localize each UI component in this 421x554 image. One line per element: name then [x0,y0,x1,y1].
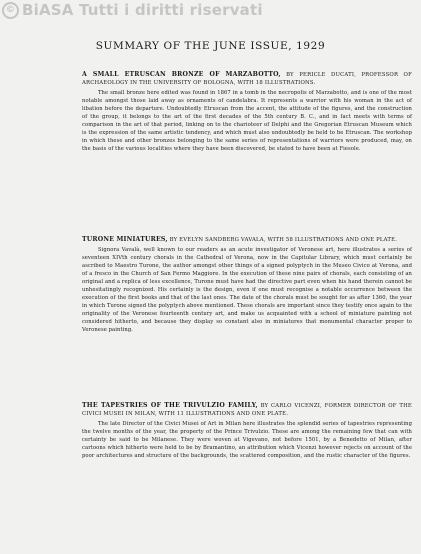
article-title: A SMALL ETRUSCAN BRONZE OF MARZABOTTO, [82,71,281,78]
article-title: THE TAPESTRIES OF THE TRIVULZIO FAMILY, [82,402,258,409]
article-body: The small bronze here edited was found in 1867 in a tomb in the necropolis of Marzabotto, and is one of the most notable amongst those laid away as ornaments of candelabra. It represents a warrior with his woman in the act of libation before the departure. Undoubtedly Etruscan from the accent, the attitude of the figures, and the construction of the group, it belongs to the art of the first decades of the 5th century B. C., and in fact meets with terms of comparison in the art of that period, linking on to the charioteer of Delphi and the Gregorian Etruscan Museum which is the expression of the same artistic tendency, and which must also undoubtedly be held to be Etruscan. The workshop in which these and other bronzes belonging to the same series of representations of warriors were produced, may, on the basis of the various localities where they have been discovered, be stated to have been at Fiesole. [82,90,412,152]
article-body: The late Director of the Civici Musei of Art in Milan here illustrates the splendid series of tapestries representing the twelve months of the year, the property of the Prince Trivulzio. These are among the remaining few that can with certainty be said to be Milanese. They were woven at Vigevano, not before 1501, by a Benedetto of Milan, after cartoons which hitherto were held to be by Bramantino, an attribution which Vicenzi however rejects on account of the poor architectures and structure of the backgrounds, the scattered composition, and the rustic character of the figures. [82,421,412,459]
article-trivulzio [82,402,412,460]
watermark [2,1,263,19]
page-title: SUMMARY OF THE JUNE ISSUE, 1929 [95,40,326,52]
article-byline: BY EVELYN SANDBERG VAVALA, WITH 58 ILLUSTRATIONS AND ONE PLATE. [169,237,398,243]
article-heading [82,71,412,87]
article-body: Signora Vavalà, well known to our readers as an acute investigator of Veronese art, here illustrates a series of seventeen XIVth century chorals in the Cathedral of Verona, now in the Capitular Library, which must certainly be ascribed to Maestro Turone, the author amongst other things of a signed polyptych in the Museo Civico at Verona, and of a fresco in the Church of San Fermo Maggiore. In the execution of these nine pairs of chorals, each consisting of an original and a replica of less excellence, Turone must have had the directive part even when his hand therein cannot be unhesitatingly recognized. His certainly is the design, even if one must recognise a notable occurrence between the execution of the first books and that of the last ones. The date of the chorals must be sought for as after 1360, the year in which Turone signed the polyptych above mentioned. These chorals are important since they testify once again to the originality of the Veronese fourteenth century art, and make us acquainted with a school of miniature painting not considered hitherto, and because they display so constant also in miniatures that monumental character proper to Veronese painting. [82,247,412,333]
article-marzabotto [82,71,412,153]
copyright-icon: © [2,2,19,19]
watermark-text: BiASA Tutti i diritti riservati [22,1,263,19]
article-heading [82,402,412,418]
article-byline: BY PERICLE DUCATI, PROFESSOR OF ARCHAEOLOGY IN THE UNIVERSITY OF BOLOGNA, WITH 18 ILLUSTRATIONS. [82,72,412,86]
article-heading [82,236,412,244]
article-title: TURONE MINIATURES, [82,236,168,243]
article-turone [82,236,412,334]
article-byline: BY CARLO VICENZI, FORMER DIRECTOR OF THE CIVICI MUSEI IN MILAN, WITH 11 ILLUSTRATIONS AND ONE PLATE. [82,403,412,417]
